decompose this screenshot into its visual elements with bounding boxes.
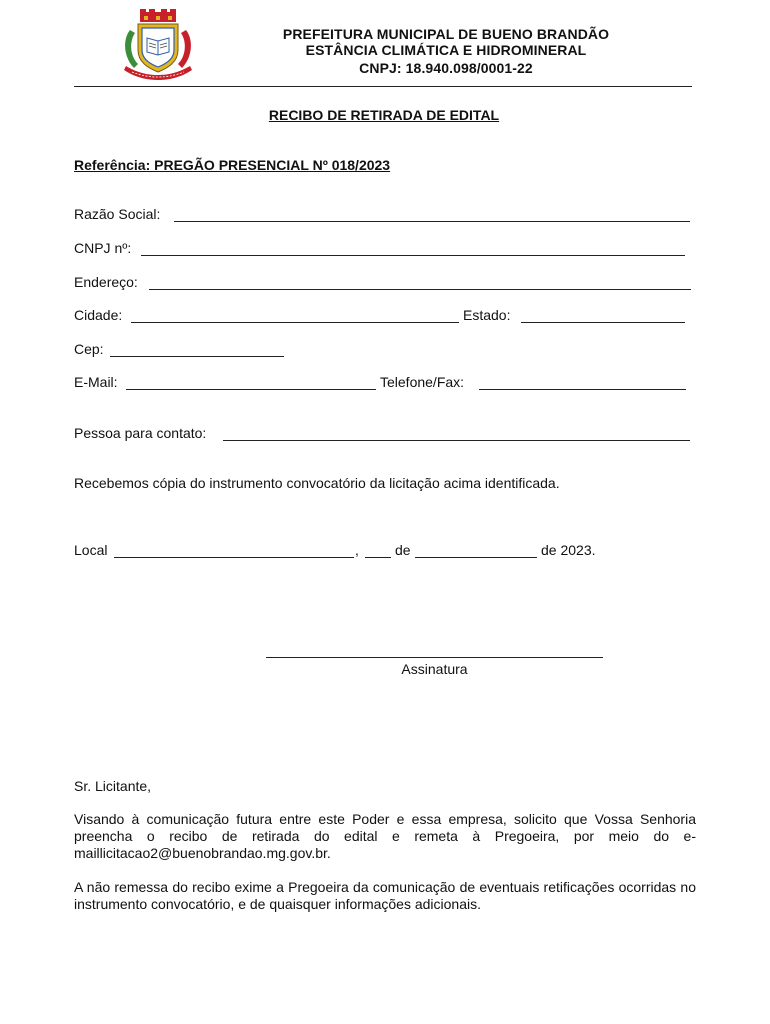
contato-label: Pessoa para contato: [74, 425, 207, 441]
notice-paragraph-1: Visando à comunicação futura entre este Poder e essa empresa, solicito que Vossa Senhoria preencha o recibo de retirada do edital e remeta à Pregoeira, por meio do e-maillicitacao2@buenobrandao.mg.gov.br. [74, 811, 696, 861]
document-title: RECIBO DE RETIRADA DE EDITAL [268, 107, 500, 123]
razao-social-blank[interactable] [174, 221, 690, 222]
date-de-label: de [395, 542, 411, 558]
cidade-label: Cidade: [74, 307, 123, 323]
signature-line[interactable] [266, 657, 603, 658]
cnpj-label: CNPJ nº: [74, 240, 132, 256]
local-blank[interactable] [114, 557, 354, 558]
estado-blank[interactable] [521, 322, 685, 323]
estado-label: Estado: [463, 307, 511, 323]
razao-social-label: Razão Social: [74, 206, 161, 222]
cidade-blank[interactable] [131, 322, 459, 323]
reference-line: Referência: PREGÃO PRESENCIAL Nº 018/2023 [74, 157, 391, 173]
header-cnpj: CNPJ: 18.940.098/0001-22 [359, 60, 533, 76]
header-line-1: PREFEITURA MUNICIPAL DE BUENO BRANDÃO [282, 26, 610, 42]
email-label: E-Mail: [74, 374, 118, 390]
month-blank[interactable] [415, 557, 537, 558]
header-line-2: ESTÂNCIA CLIMÁTICA E HIDROMINERAL [305, 42, 587, 58]
day-blank[interactable] [365, 557, 391, 558]
local-label: Local [74, 542, 108, 558]
greeting: Sr. Licitante, [74, 778, 152, 794]
cep-blank[interactable] [110, 356, 284, 357]
municipal-crest-icon [118, 8, 198, 84]
email-blank[interactable] [126, 389, 376, 390]
telefone-label: Telefone/Fax: [380, 374, 465, 390]
signature-label: Assinatura [401, 661, 468, 677]
date-comma: , [355, 542, 359, 558]
endereco-blank[interactable] [149, 289, 691, 290]
telefone-blank[interactable] [479, 389, 686, 390]
date-year: de 2023. [541, 542, 596, 558]
header-divider [74, 86, 692, 87]
receipt-statement: Recebemos cópia do instrumento convocatório da licitação acima identificada. [74, 475, 560, 491]
cnpj-blank[interactable] [141, 255, 685, 256]
cep-label: Cep: [74, 341, 104, 357]
contato-blank[interactable] [223, 440, 690, 441]
notice-paragraph-2: A não remessa do recibo exime a Pregoeira da comunicação de eventuais retificações ocorridas no instrumento convocatório, e de quaisquer informações adicionais. [74, 879, 696, 912]
endereco-label: Endereço: [74, 274, 138, 290]
